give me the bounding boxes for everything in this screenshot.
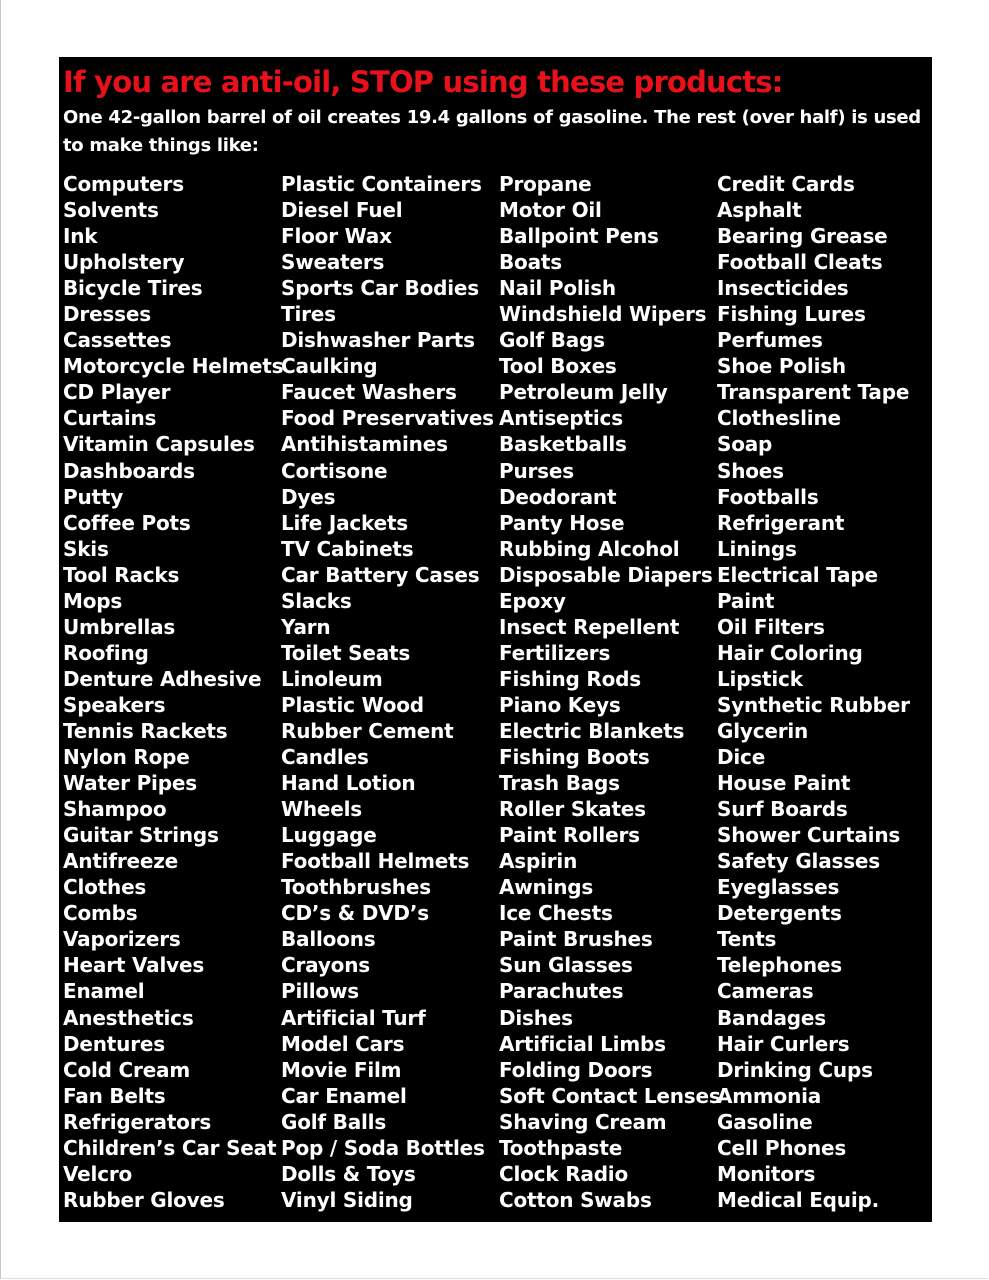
product-item: CD Player	[63, 380, 171, 405]
product-item: Bearing Grease	[717, 224, 888, 249]
product-item: Roofing	[63, 640, 149, 665]
product-item: Wheels	[281, 797, 362, 822]
product-item: Petroleum Jelly	[499, 380, 668, 405]
product-item: Golf Balls	[281, 1109, 387, 1134]
product-item: Soap	[717, 432, 773, 457]
product-item: Slacks	[281, 588, 352, 613]
product-item: Football Cleats	[717, 250, 883, 275]
product-item: Golf Bags	[499, 328, 605, 353]
product-item: Candles	[281, 745, 369, 770]
product-item: Shampoo	[63, 797, 167, 822]
product-item: Transparent Tape	[717, 380, 910, 405]
product-item: Toothpaste	[499, 1135, 623, 1160]
product-item: Tool Racks	[63, 562, 180, 587]
product-item: Plastic Wood	[281, 692, 424, 717]
product-item: Pop / Soda Bottles	[281, 1135, 485, 1160]
product-item: Food Preservatives	[281, 406, 494, 431]
product-item: Dice	[717, 745, 766, 770]
product-item: Umbrellas	[63, 614, 176, 639]
product-item: Basketballs	[499, 432, 627, 457]
product-item: Ink	[63, 224, 98, 249]
product-item: Nylon Rope	[63, 745, 190, 770]
product-item: Linings	[717, 536, 797, 561]
product-item: Trash Bags	[499, 771, 620, 796]
product-item: Fishing Boots	[499, 745, 650, 770]
product-item: Cold Cream	[63, 1057, 190, 1082]
product-item: Windshield Wipers	[499, 302, 707, 327]
product-item: Vaporizers	[63, 927, 181, 952]
product-item: Cassettes	[63, 328, 172, 353]
product-item: Caulking	[281, 354, 378, 379]
product-item: Nail Polish	[499, 276, 616, 301]
product-item: Putty	[63, 484, 124, 509]
product-item: Speakers	[63, 692, 166, 717]
product-item: CD’s & DVD’s	[281, 901, 429, 926]
product-item: Linoleum	[281, 666, 383, 691]
product-item: Vitamin Capsules	[63, 432, 255, 457]
product-item: Epoxy	[499, 588, 566, 613]
product-item: Rubber Gloves	[63, 1187, 225, 1212]
product-item: Gasoline	[717, 1109, 813, 1134]
product-item: Artificial Limbs	[499, 1031, 666, 1056]
product-item: Car Battery Cases	[281, 562, 480, 587]
product-item: Antiseptics	[499, 406, 623, 431]
product-item: Paint Brushes	[499, 927, 653, 952]
product-item: Panty Hose	[499, 510, 625, 535]
product-item: Fertilizers	[499, 640, 611, 665]
product-item: Refrigerators	[63, 1109, 212, 1134]
product-item: Dashboards	[63, 458, 195, 483]
poster-panel	[59, 57, 932, 1222]
product-item: Disposable Diapers	[499, 562, 713, 587]
product-item: Glycerin	[717, 718, 809, 743]
product-item: Paint Rollers	[499, 823, 640, 848]
product-item: Fishing Lures	[717, 302, 866, 327]
poster-heading: If you are anti-oil, STOP using these products:	[63, 65, 783, 99]
product-item: Fishing Rods	[499, 666, 641, 691]
product-item: Shaving Cream	[499, 1109, 667, 1134]
product-item: Bicycle Tires	[63, 276, 203, 301]
product-item: Solvents	[63, 198, 159, 223]
product-item: Dishes	[499, 1005, 573, 1030]
product-item: House Paint	[717, 771, 851, 796]
product-item: Tents	[717, 927, 777, 952]
product-item: Children’s Car Seat	[63, 1135, 277, 1160]
product-item: Cotton Swabs	[499, 1187, 652, 1212]
product-item: Antihistamines	[281, 432, 448, 457]
product-item: Sun Glasses	[499, 953, 633, 978]
product-item: Cameras	[717, 979, 814, 1004]
product-item: Tool Boxes	[499, 354, 617, 379]
product-item: Rubber Cement	[281, 718, 454, 743]
product-item: Football Helmets	[281, 849, 470, 874]
product-item: Clothes	[63, 875, 147, 900]
product-item: Plastic Containers	[281, 172, 482, 196]
product-item: Upholstery	[63, 250, 185, 275]
product-item: Ammonia	[717, 1083, 822, 1108]
product-item: Surf Boards	[717, 797, 848, 822]
product-column-2	[281, 171, 494, 1213]
product-item: Eyeglasses	[717, 875, 840, 900]
product-item: Electric Blankets	[499, 718, 685, 743]
product-item: Safety Glasses	[717, 849, 880, 874]
product-item: Shoe Polish	[717, 354, 846, 379]
product-item: Awnings	[499, 875, 594, 900]
product-item: Bandages	[717, 1005, 826, 1030]
product-item: Dolls & Toys	[281, 1161, 416, 1186]
product-item: Water Pipes	[63, 771, 197, 796]
product-item: Shoes	[717, 458, 784, 483]
product-item: TV Cabinets	[281, 536, 414, 561]
product-item: Luggage	[281, 823, 377, 848]
product-column-1	[63, 171, 283, 1213]
product-item: Coffee Pots	[63, 510, 191, 535]
product-item: Propane	[499, 172, 592, 196]
product-item: Monitors	[717, 1161, 816, 1186]
product-item: Lipstick	[717, 666, 803, 691]
product-item: Movie Film	[281, 1057, 402, 1082]
product-item: Insecticides	[717, 276, 849, 301]
product-item: Motorcycle Helmets	[63, 354, 284, 379]
product-item: Toothbrushes	[281, 875, 431, 900]
product-column-3	[499, 171, 721, 1213]
product-item: Paint	[717, 588, 775, 613]
product-item: Oil Filters	[717, 614, 825, 639]
product-item: Hair Curlers	[717, 1031, 850, 1056]
product-item: Faucet Washers	[281, 380, 457, 405]
product-item: Dyes	[281, 484, 336, 509]
product-item: Asphalt	[717, 198, 802, 223]
product-item: Toilet Seats	[281, 640, 411, 665]
product-item: Model Cars	[281, 1031, 405, 1056]
product-item: Insect Repellent	[499, 614, 680, 639]
product-item: Curtains	[63, 406, 157, 431]
product-item: Tennis Rackets	[63, 718, 228, 743]
product-item: Refrigerant	[717, 510, 845, 535]
product-item: Clothesline	[717, 406, 841, 431]
product-item: Sweaters	[281, 250, 385, 275]
product-item: Hand Lotion	[281, 771, 416, 796]
product-item: Shower Curtains	[717, 823, 901, 848]
product-column-4	[717, 171, 910, 1213]
product-item: Sports Car Bodies	[281, 276, 479, 301]
product-item: Antifreeze	[63, 849, 179, 874]
product-item: Skis	[63, 536, 109, 561]
product-item: Diesel Fuel	[281, 198, 403, 223]
product-item: Car Enamel	[281, 1083, 407, 1108]
product-item: Purses	[499, 458, 574, 483]
product-item: Cortisone	[281, 458, 388, 483]
product-item: Velcro	[63, 1161, 133, 1186]
product-item: Perfumes	[717, 328, 823, 353]
product-item: Fan Belts	[63, 1083, 166, 1108]
product-item: Synthetic Rubber	[717, 692, 910, 717]
product-item: Telephones	[717, 953, 842, 978]
product-item: Motor Oil	[499, 198, 602, 223]
product-item: Vinyl Siding	[281, 1187, 413, 1212]
product-item: Guitar Strings	[63, 823, 219, 848]
product-item: Balloons	[281, 927, 376, 952]
product-item: Electrical Tape	[717, 562, 878, 587]
product-item: Mops	[63, 588, 123, 613]
product-item: Detergents	[717, 901, 842, 926]
product-item: Enamel	[63, 979, 145, 1004]
product-item: Computers	[63, 172, 184, 196]
product-item: Clock Radio	[499, 1161, 629, 1186]
product-item: Soft Contact Lenses	[499, 1083, 721, 1108]
product-item: Pillows	[281, 979, 359, 1004]
product-item: Combs	[63, 901, 138, 926]
product-item: Boats	[499, 250, 562, 275]
product-item: Tires	[281, 302, 336, 327]
product-item: Dentures	[63, 1031, 165, 1056]
product-item: Life Jackets	[281, 510, 409, 535]
product-item: Artificial Turf	[281, 1005, 426, 1030]
product-item: Roller Skates	[499, 797, 646, 822]
intro-text: One 42-gallon barrel of oil creates 19.4 gallons of gasoline. The rest (over half) is used to make things like:	[63, 107, 921, 156]
product-item: Yarn	[281, 614, 331, 639]
product-item: Parachutes	[499, 979, 624, 1004]
product-item: Ballpoint Pens	[499, 224, 659, 249]
product-item: Crayons	[281, 953, 370, 978]
product-item: Folding Doors	[499, 1057, 653, 1082]
product-item: Dresses	[63, 302, 151, 327]
product-item: Deodorant	[499, 484, 617, 509]
product-item: Denture Adhesive	[63, 666, 262, 691]
product-item: Drinking Cups	[717, 1057, 873, 1082]
product-item: Credit Cards	[717, 172, 855, 196]
product-item: Floor Wax	[281, 224, 392, 249]
product-item: Aspirin	[499, 849, 578, 874]
product-item: Medical Equip.	[717, 1187, 879, 1212]
product-item: Rubbing Alcohol	[499, 536, 680, 561]
product-item: Hair Coloring	[717, 640, 863, 665]
product-item: Footballs	[717, 484, 819, 509]
product-item: Heart Valves	[63, 953, 205, 978]
product-item: Cell Phones	[717, 1135, 847, 1160]
product-item: Anesthetics	[63, 1005, 194, 1030]
product-item: Piano Keys	[499, 692, 621, 717]
product-item: Dishwasher Parts	[281, 328, 475, 353]
product-item: Ice Chests	[499, 901, 613, 926]
